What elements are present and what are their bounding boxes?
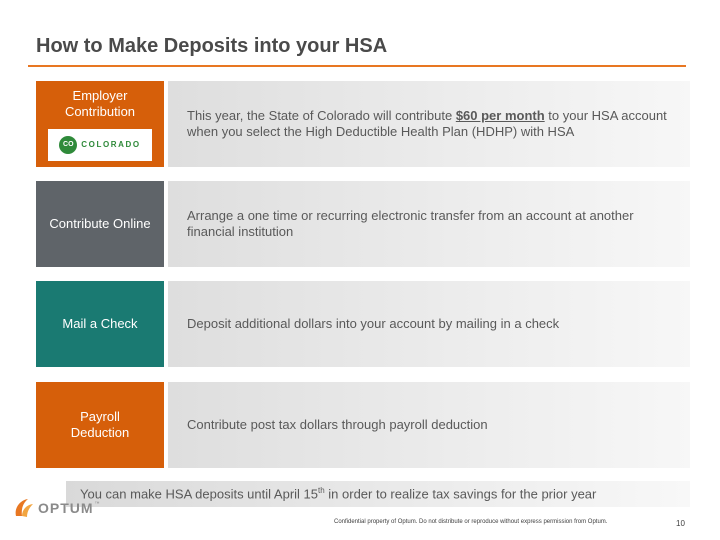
label-line-2: Contribution (64, 103, 136, 119)
colorado-logo (48, 129, 152, 161)
slide-title: How to Make Deposits into your HSA (36, 35, 388, 57)
label-line-2: Deduction (70, 425, 130, 440)
employer-contribution-label (65, 88, 135, 120)
note-superscript: th (318, 486, 325, 495)
mail-check-label-box (36, 281, 164, 367)
desc-text: Contribute post tax dollars through payroll deduction (187, 417, 488, 432)
note-text: You can make HSA deposits until April 15 (80, 486, 318, 502)
colorado-logo-text: COLORADO (81, 139, 141, 149)
contribute-online-label-box (36, 181, 164, 267)
colorado-mark-icon: CO (59, 136, 77, 154)
trademark-symbol: ™ (94, 501, 100, 507)
employer-contribution-label-box (36, 81, 164, 167)
deposit-row-employer (36, 81, 690, 167)
desc-text: This year, the State of Colorado will contribute (187, 108, 456, 123)
payroll-deduction-label-box (36, 382, 164, 468)
page-number: 10 (676, 519, 685, 528)
contribute-online-label: Contribute Online (49, 216, 151, 231)
contribution-amount: $60 per month (455, 108, 545, 123)
desc-text: Arrange a one time or recurring electronic transfer from an account at another financial institution (187, 208, 634, 239)
deposit-deadline-note (80, 486, 596, 501)
contribute-online-description (168, 181, 690, 267)
optum-logo (12, 496, 100, 520)
deposit-row-mail (36, 281, 690, 367)
optum-wordmark: OPTUM (38, 500, 94, 516)
deposit-row-payroll (36, 382, 690, 468)
note-text: in order to realize tax savings for the prior year (324, 486, 597, 502)
optum-swirl-icon (12, 496, 36, 520)
confidential-notice: Confidential property of Optum. Do not distribute or reproduce without express permission from Optum. (334, 519, 608, 525)
desc-text: to your HSA account when you select the High Deductible Health Plan (HDHP) with HSA (187, 108, 667, 139)
label-line-1: Payroll (80, 409, 120, 424)
title-divider (28, 65, 686, 67)
label-line-1: Employer (72, 87, 128, 103)
payroll-deduction-description (168, 382, 690, 468)
mail-check-description (168, 281, 690, 367)
deposit-row-online (36, 181, 690, 267)
mail-check-label: Mail a Check (62, 316, 138, 331)
payroll-deduction-label (71, 409, 130, 441)
desc-text: Deposit additional dollars into your account by mailing in a check (187, 316, 560, 331)
employer-contribution-description (168, 81, 690, 167)
